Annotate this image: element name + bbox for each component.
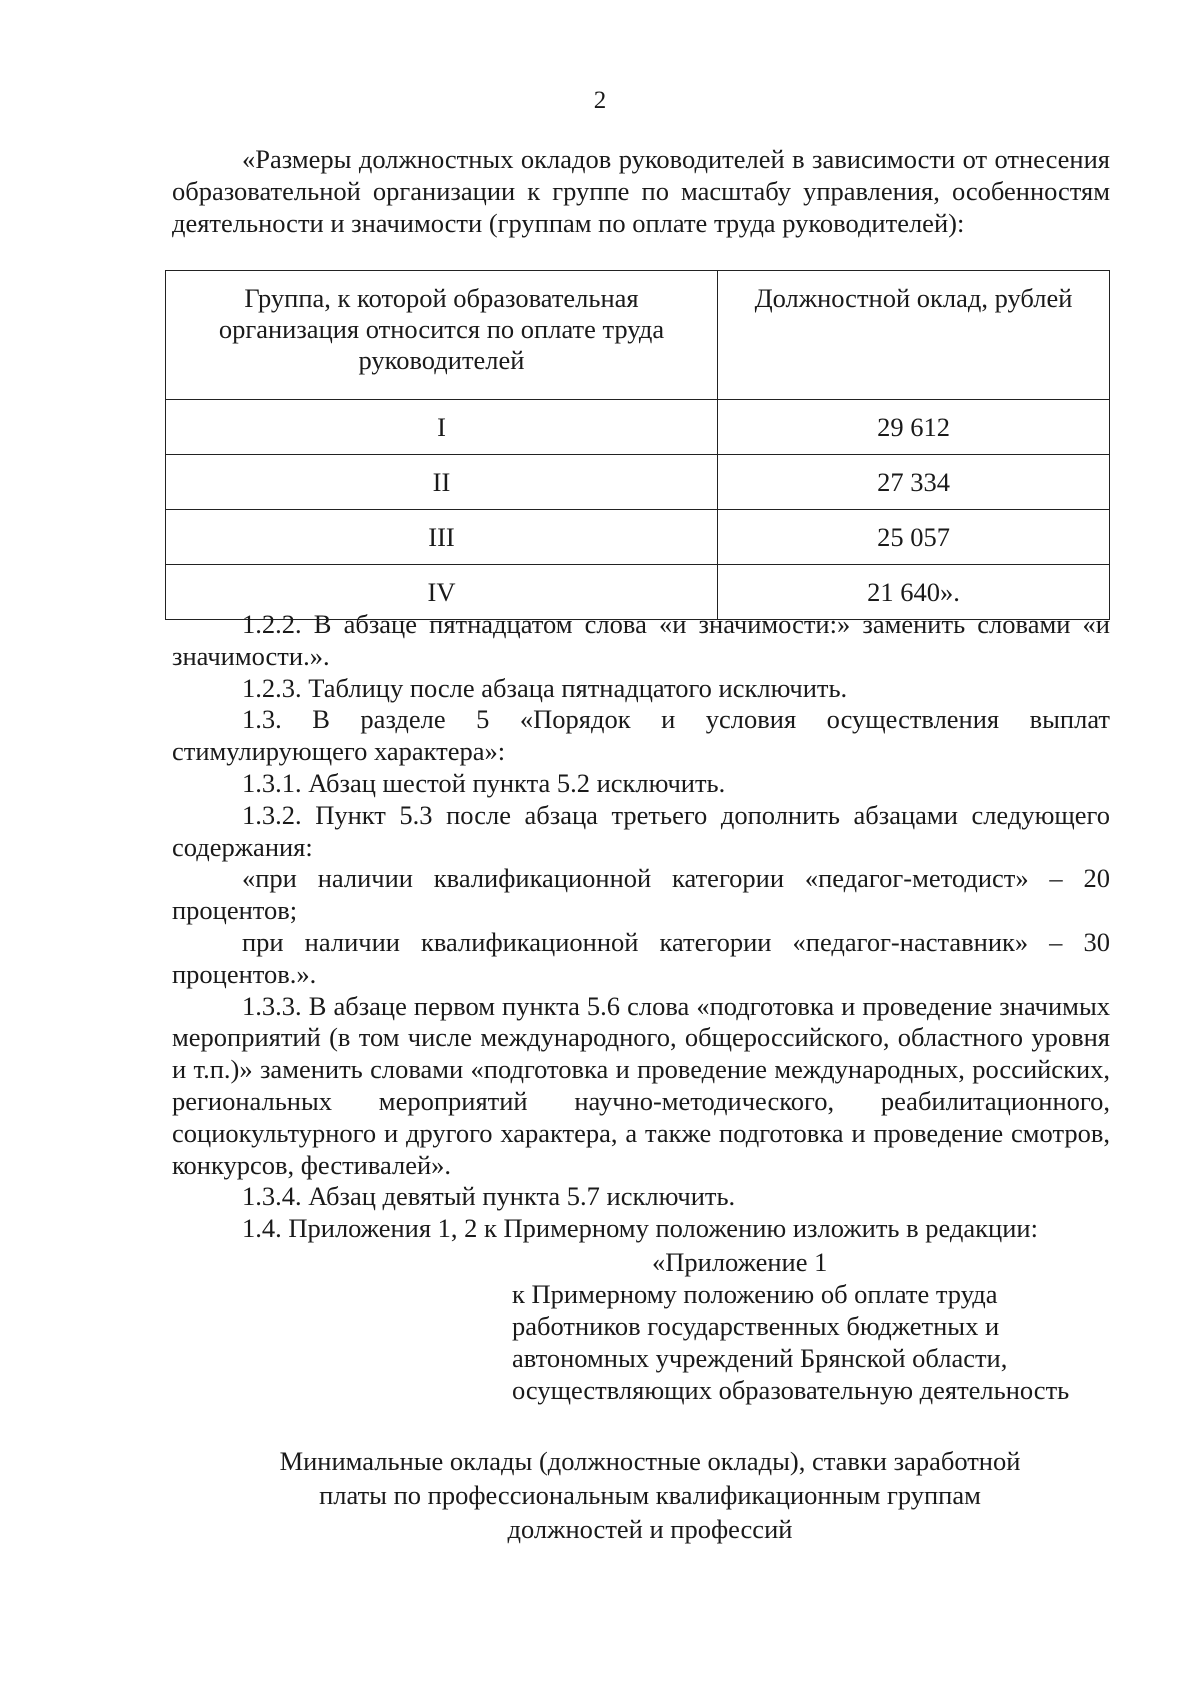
salary-table xyxy=(165,270,1110,620)
intro-text xyxy=(172,144,1110,239)
section-heading xyxy=(200,1444,1100,1546)
paragraph-1-3-2: 1.3.2. Пункт 5.3 после абзаца третьего дополнить абзацами следующего содержания: xyxy=(172,799,1110,862)
body-text xyxy=(172,609,1110,1245)
table-row xyxy=(166,510,1110,565)
annex-title: «Приложение 1 xyxy=(652,1247,828,1277)
cell-salary: 25 057 xyxy=(718,510,1110,565)
cell-salary: 27 334 xyxy=(718,455,1110,510)
paragraph-1-3: 1.3. В разделе 5 «Порядок и условия осуществления выплат стимулирующего характера»: xyxy=(172,704,1110,767)
paragraph-1-3-4: 1.3.4. Абзац девятый пункта 5.7 исключить. xyxy=(242,1181,736,1212)
annex-line: работников государственных бюджетных и xyxy=(512,1311,1000,1341)
paragraph-1-2-2: 1.2.2. В абзаце пятнадцатом слова «и значимости:» заменить словами «и значимости.». xyxy=(172,609,1110,671)
cell-group: II xyxy=(166,455,718,510)
header-group: Группа, к которой образовательная организация относится по оплате труда руководителей xyxy=(166,271,718,400)
annex-line: автономных учреждений Брянской области, xyxy=(512,1343,1008,1373)
page-number: 2 xyxy=(593,87,607,114)
annex-line: осуществляющих образовательную деятельность xyxy=(512,1375,1070,1405)
annex-block xyxy=(512,1246,1132,1406)
paragraph-methodist: «при наличии квалификационной категории «педагог-методист» – 20 процентов; xyxy=(172,863,1110,926)
heading-line: должностей и профессий xyxy=(507,1514,793,1544)
cell-group: III xyxy=(166,510,718,565)
annex-line: к Примерному положению об оплате труда xyxy=(512,1279,998,1309)
paragraph-mentor: при наличии квалификационной категории «педагог-наставник» – 30 процентов.». xyxy=(172,926,1110,989)
paragraph-1-4: 1.4. Приложения 1, 2 к Примерному положению изложить в редакции: xyxy=(242,1213,1038,1244)
paragraph-1-2-3: 1.2.3. Таблицу после абзаца пятнадцатого исключить. xyxy=(242,672,848,703)
table-row xyxy=(166,400,1110,455)
cell-salary: 29 612 xyxy=(718,400,1110,455)
table-header-row xyxy=(166,271,1110,400)
table-row xyxy=(166,455,1110,510)
heading-line: Минимальные оклады (должностные оклады), ставки заработной xyxy=(279,1446,1021,1476)
paragraph-1-3-1: 1.3.1. Абзац шестой пункта 5.2 исключить. xyxy=(242,767,726,798)
paragraph-1-3-3: 1.3.3. В абзаце первом пункта 5.6 слова «подготовка и проведение значимых мероприятий (в том числе международного, общероссийского, областного уровня и т.п.)» заменить словами «подготовка и проведение международных, российских, региональных мероприятий научно-методического, реабилитационного, социокультурного и другого характера, а также подготовка и проведение смотров, конкурсов, фестивалей». xyxy=(172,990,1110,1180)
cell-group: I xyxy=(166,400,718,455)
intro-paragraph: «Размеры должностных окладов руководителей в зависимости от отнесения образовательной организации к группе по масштабу управления, особенностям деятельности и значимости (группам по оплате труда руководителей): xyxy=(172,144,1110,238)
header-salary: Должностной оклад, рублей xyxy=(718,271,1110,400)
cell-salary: 21 640». xyxy=(718,565,1110,620)
cell-group: IV xyxy=(166,565,718,620)
heading-line: платы по профессиональным квалификационным группам xyxy=(319,1480,981,1510)
